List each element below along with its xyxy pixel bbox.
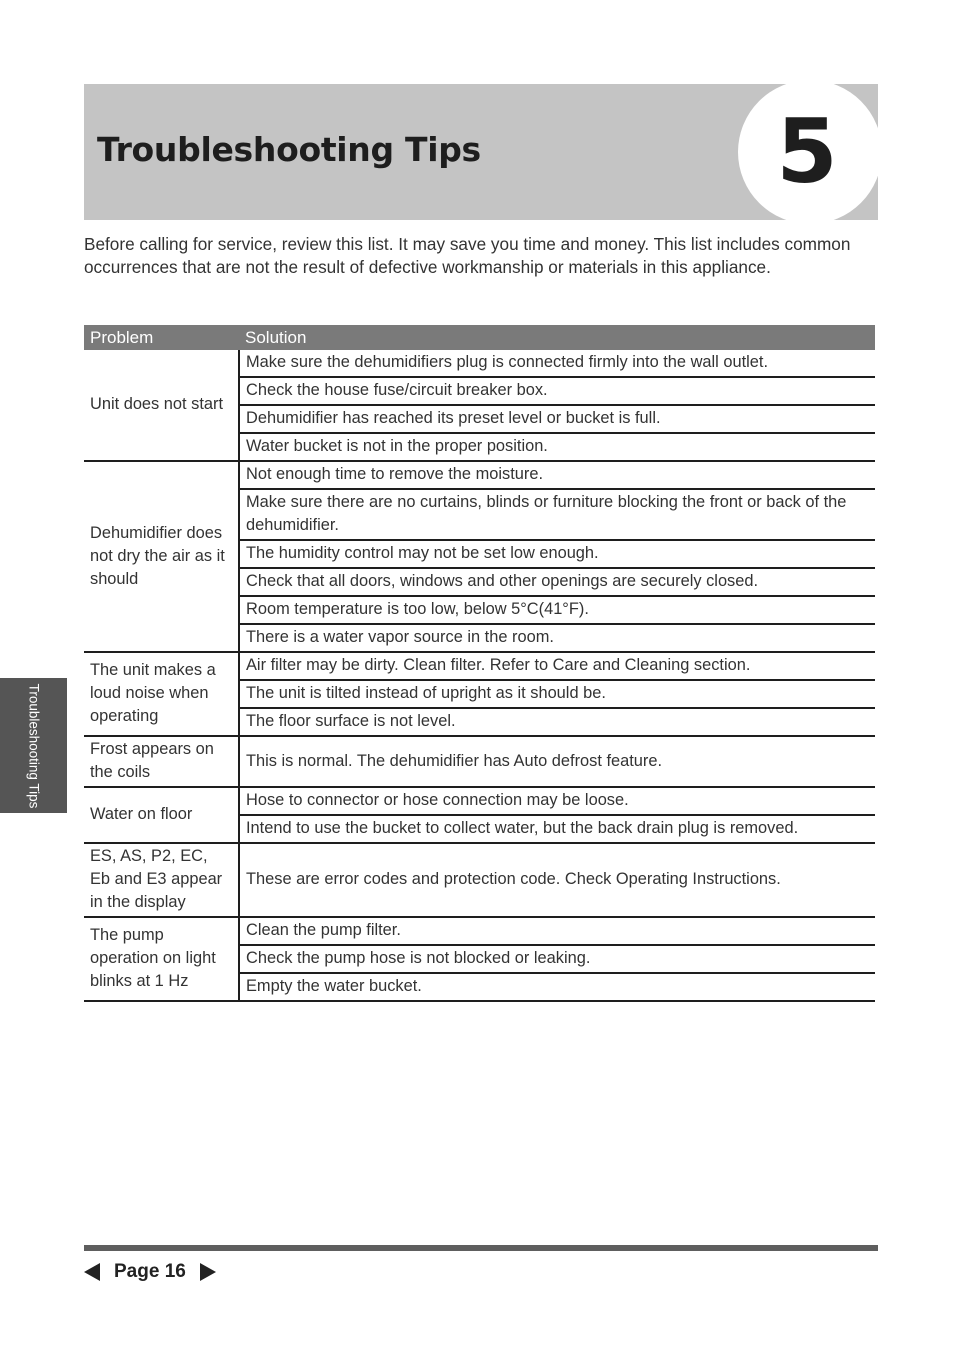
solution-cell: The floor surface is not level. [239, 708, 875, 736]
next-page-arrow-icon[interactable] [200, 1263, 216, 1281]
solution-cell: Water bucket is not in the proper position. [239, 433, 875, 461]
solution-cell: Make sure there are no curtains, blinds or furniture blocking the front or back of the dehumidifier. [239, 489, 875, 540]
problem-cell: Dehumidifier does not dry the air as it should [84, 461, 239, 652]
solution-cell: Air filter may be dirty. Clean filter. Refer to Care and Cleaning section. [239, 652, 875, 680]
solution-cell: This is normal. The dehumidifier has Auto defrost feature. [239, 736, 875, 787]
footer-rule [84, 1245, 878, 1251]
problem-cell: Unit does not start [84, 350, 239, 461]
problem-cell: The pump operation on light blinks at 1 Hz [84, 917, 239, 1001]
intro-paragraph: Before calling for service, review this list. It may save you time and money. This list includes common occurrences that are not the result of defective workmanship or materials in this appliance. [84, 234, 851, 277]
table-row [84, 461, 875, 489]
solution-cell: Hose to connector or hose connection may be loose. [239, 787, 875, 815]
solution-cell: Empty the water bucket. [239, 973, 875, 1001]
chapter-number: 5 [776, 100, 838, 203]
table-row [84, 843, 875, 917]
solution-cell: These are error codes and protection code. Check Operating Instructions. [239, 843, 875, 917]
table-row [84, 350, 875, 377]
solution-cell: Make sure the dehumidifiers plug is connected firmly into the wall outlet. [239, 350, 875, 377]
page-navigation [84, 1259, 216, 1285]
solution-cell: Check the pump hose is not blocked or leaking. [239, 945, 875, 973]
solution-cell: There is a water vapor source in the room. [239, 624, 875, 652]
troubleshooting-table [84, 325, 875, 1002]
page-title: Troubleshooting Tips [97, 130, 481, 169]
problem-column-header: Problem [84, 325, 239, 350]
header-band [84, 84, 878, 220]
table-body [84, 350, 875, 1001]
solution-cell: Not enough time to remove the moisture. [239, 461, 875, 489]
solution-cell: Dehumidifier has reached its preset level or bucket is full. [239, 405, 875, 433]
solution-cell: Clean the pump filter. [239, 917, 875, 945]
problem-cell: ES, AS, P2, EC, Eb and E3 appear in the display [84, 843, 239, 917]
page-number: Page 16 [114, 1261, 186, 1282]
solution-cell: Room temperature is too low, below 5°C(41°F). [239, 596, 875, 624]
table-row [84, 736, 875, 787]
solution-cell: Intend to use the bucket to collect water, but the back drain plug is removed. [239, 815, 875, 843]
problem-cell: Water on floor [84, 787, 239, 843]
table-row [84, 917, 875, 945]
problem-cell: Frost appears on the coils [84, 736, 239, 787]
solution-cell: The unit is tilted instead of upright as it should be. [239, 680, 875, 708]
problem-cell: The unit makes a loud noise when operating [84, 652, 239, 736]
solution-column-header: Solution [239, 325, 875, 350]
previous-page-arrow-icon[interactable] [84, 1263, 100, 1281]
chapter-badge [738, 84, 878, 220]
table-row [84, 787, 875, 815]
table-row [84, 652, 875, 680]
solution-cell: The humidity control may not be set low enough. [239, 540, 875, 568]
side-tab-label: Troubleshooting Tips [26, 683, 41, 808]
solution-cell: Check that all doors, windows and other openings are securely closed. [239, 568, 875, 596]
solution-cell: Check the house fuse/circuit breaker box. [239, 377, 875, 405]
side-tab [0, 678, 67, 813]
table-header-row [84, 325, 875, 350]
